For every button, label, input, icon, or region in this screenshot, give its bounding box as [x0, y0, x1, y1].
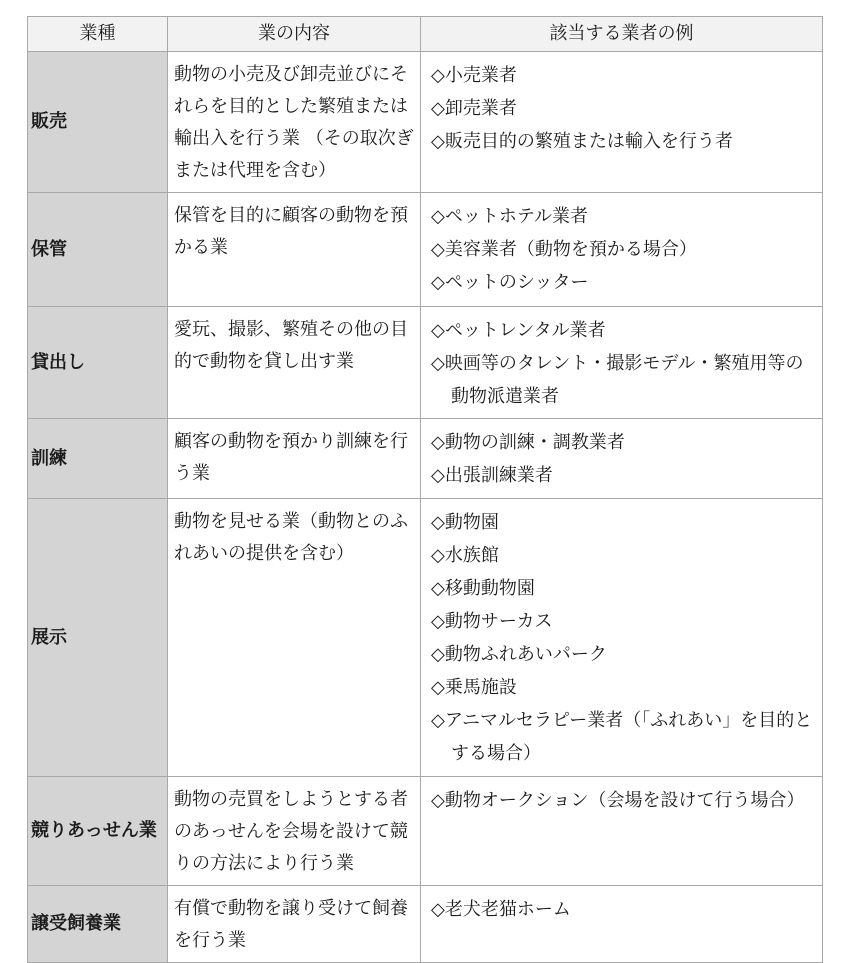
row-category: 展示 [28, 499, 168, 777]
row-description: 動物の売買をしようとする者のあっせんを会場を設けて競りの方法により行う業 [168, 777, 421, 886]
row-description: 顧客の動物を預かり訓練を行う業 [168, 419, 421, 499]
example-item: ◇ペットホテル業者 [431, 206, 588, 227]
row-category: 譲受飼養業 [28, 886, 168, 963]
row-category: 貸出し [28, 307, 168, 419]
table-row [28, 886, 823, 963]
example-item: ◇卸売業者 [431, 98, 517, 119]
example-item: ◇小売業者 [431, 65, 517, 86]
row-examples [421, 307, 823, 419]
row-category: 競りあっせん業 [28, 777, 168, 886]
row-examples [421, 777, 823, 886]
header-description: 業の内容 [168, 17, 421, 52]
row-category: 訓練 [28, 419, 168, 499]
example-item: ◇乗馬施設 [431, 677, 517, 698]
table-row [28, 499, 823, 777]
row-description: 有償で動物を譲り受けて飼養を行う業 [168, 886, 421, 963]
table-header-row [28, 17, 823, 52]
example-item: ◇出張訓練業者 [431, 465, 553, 486]
row-description: 動物の小売及び卸売並びにそれらを目的とした繁殖または輸出入を行う業 （その取次ぎまたは代理を含む） [168, 52, 421, 193]
row-examples [421, 499, 823, 777]
row-description: 動物を見せる業（動物とのふれあいの提供を含む） [168, 499, 421, 777]
table-row [28, 777, 823, 886]
example-item: ◇ペットレンタル業者 [431, 320, 606, 341]
row-category: 保管 [28, 193, 168, 307]
table-row [28, 52, 823, 193]
table-row [28, 307, 823, 419]
example-item: ◇ペットのシッター [431, 272, 589, 293]
example-item: ◇水族館 [431, 545, 499, 566]
example-item: ◇動物園 [431, 512, 499, 533]
row-examples [421, 193, 823, 307]
example-item: ◇動物サーカス [431, 611, 553, 632]
example-item: ◇動物オークション（会場を設けて行う場合） [431, 790, 805, 811]
example-item: ◇動物の訓練・調教業者 [431, 432, 625, 453]
table-row [28, 419, 823, 499]
example-item: ◇アニマルセラピー業者（「ふれあい」を目的とする場合） [431, 710, 813, 764]
row-examples [421, 886, 823, 963]
row-description: 愛玩、撮影、繁殖その他の目的で動物を貸し出す業 [168, 307, 421, 419]
example-item: ◇移動動物園 [431, 578, 535, 599]
header-category: 業種 [28, 17, 168, 52]
table-container [27, 16, 823, 963]
header-examples: 該当する業者の例 [421, 17, 823, 52]
table-row [28, 193, 823, 307]
business-types-table [27, 16, 823, 963]
example-item: ◇映画等のタレント・撮影モデル・繁殖用等の動物派遣業者 [431, 353, 804, 407]
example-item: ◇販売目的の繁殖または輸入を行う者 [431, 131, 733, 152]
example-item: ◇老犬老猫ホーム [431, 899, 571, 920]
row-category: 販売 [28, 52, 168, 193]
example-item: ◇美容業者（動物を預かる場合） [431, 239, 697, 260]
row-examples [421, 52, 823, 193]
example-item: ◇動物ふれあいパーク [431, 644, 607, 665]
row-description: 保管を目的に顧客の動物を預かる業 [168, 193, 421, 307]
row-examples [421, 419, 823, 499]
